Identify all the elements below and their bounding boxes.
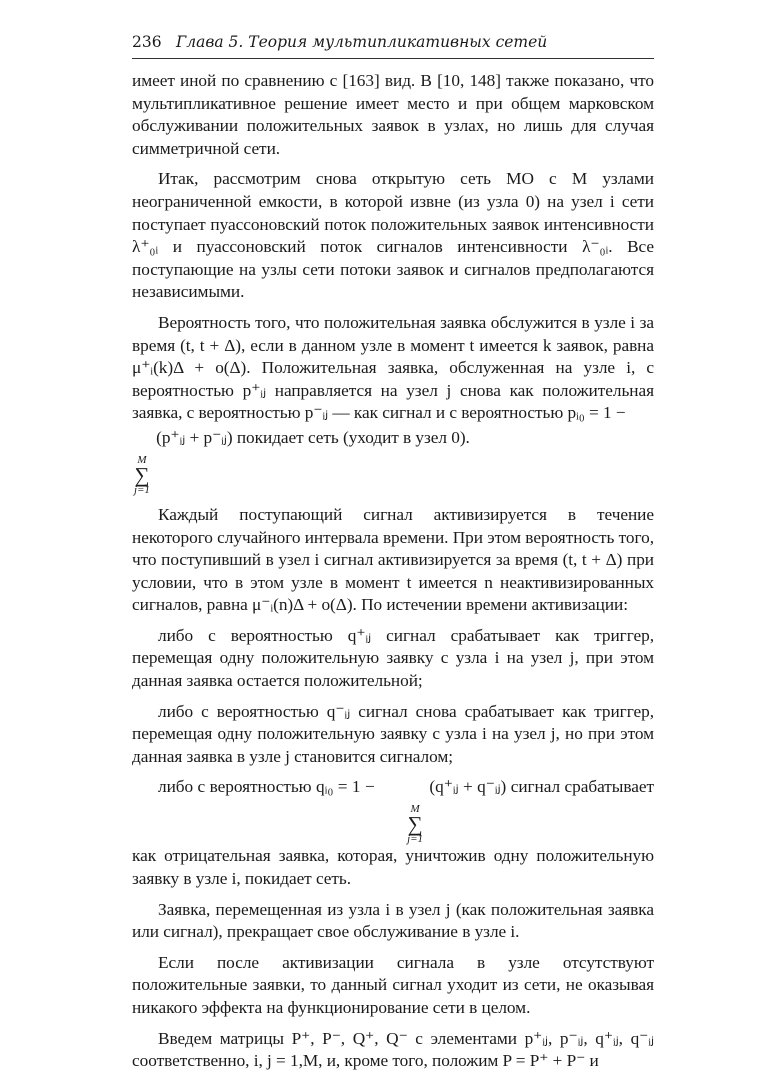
paragraph-7-lead: либо с вероятностью qᵢ₀ = 1 − bbox=[158, 777, 375, 797]
paragraph-9: Если после активизации сигнала в узле отсутствуют положительные заявки, то данный сигнал уходит из сети, не оказывая никакого эффекта на функционирование сети в целом. bbox=[132, 952, 654, 1017]
paragraph-8: Заявка, перемещенная из узла i в узел j (как положительная заявка или сигнал), прекращает свое обслуживание в узле i. bbox=[132, 899, 654, 942]
sum-upper-limit: M bbox=[137, 453, 147, 466]
sum-sign-2: ∑ bbox=[407, 812, 423, 837]
sum-upper-limit-2: M bbox=[410, 803, 420, 816]
sum-lower-limit: j=1 bbox=[134, 483, 150, 496]
paragraph-7 bbox=[132, 776, 654, 890]
page-number: 236 bbox=[132, 33, 162, 51]
paragraph-3-formula bbox=[132, 427, 654, 496]
paragraph-1: имеет иной по сравнению с [163] вид. В [10, 148] также показано, что мультипликативное решение имеет место и при общем марковском обслуживании положительных заявок в узлах, но лишь для случая симметричной сети. bbox=[132, 71, 654, 158]
paragraph-3 bbox=[132, 312, 654, 496]
sum-formula-2 bbox=[381, 804, 423, 845]
paragraph-6: либо с вероятностью q⁻ᵢⱼ сигнал снова срабатывает как триггер, перемещая одну положительную заявку с узла i на узел j, но при этом данная заявка в узле j становится сигналом; bbox=[132, 701, 654, 766]
running-header bbox=[132, 30, 654, 59]
sum-lower-limit-2: j=1 bbox=[407, 833, 423, 846]
paragraph-5: либо с вероятностью q⁺ᵢⱼ сигнал срабатывает как триггер, перемещая одну положительную заявку с узла i на узел j, при этом данная заявка остается положительной; bbox=[132, 625, 654, 691]
page-body bbox=[132, 70, 654, 1073]
paragraph-4: Каждый поступающий сигнал активизируется в течение некоторого случайного интервала времени. При этом вероятность того, что поступивший в узел i сигнал активизируется за время (t, t + Δ) при условии, что в этом узле в момент t имеется n неактивизированных сигналов, равна μ⁻ᵢ(n)Δ + o(Δ). По истечении времени активизации: bbox=[132, 504, 654, 615]
sum-sign: ∑ bbox=[134, 462, 150, 487]
running-title: Глава 5. Теория мультипликативных сетей bbox=[176, 33, 548, 51]
sum-formula bbox=[134, 455, 150, 496]
paragraph-10: Введем матрицы P⁺, P⁻, Q⁺, Q⁻ с элементами p⁺ᵢⱼ, p⁻ᵢⱼ, q⁺ᵢⱼ, q⁻ᵢⱼ соответственно, i, j = 1,M, и, кроме того, положим P = P⁺ + P⁻ и bbox=[132, 1028, 654, 1071]
paragraph-7-tail: (q⁺ᵢⱼ + q⁻ᵢⱼ) сигнал срабатывает как отрицательная заявка, которая, уничтожив одну положительную заявку в узле i, покидает сеть. bbox=[132, 777, 654, 889]
paragraph-2: Итак, рассмотрим снова открытую сеть МО с M узлами неограниченной емкости, в которой извне (из узла 0) на узел i сети поступает пуассоновский поток положительных заявок интенсивности λ⁺₀ᵢ и пуассоновский поток сигналов интенсивности λ⁻₀ᵢ. Все поступающие на узлы сети потоки заявок и сигналов предполагаются независимыми. bbox=[132, 169, 654, 302]
paragraph-3-tail: (p⁺ᵢⱼ + p⁻ᵢⱼ) покидает сеть (уходит в узел 0). bbox=[156, 427, 470, 447]
paragraph-3-text: Вероятность того, что положительная заявка обслужится в узле i за время (t, t + Δ), если в данном узле в момент t имеется k заявок, равна μ⁺ᵢ(k)Δ + o(Δ). Положительная заявка, обслуженная на узле i, с вероятностью p⁺ᵢⱼ направляется на узел j снова как положительная заявка, с вероятностью p⁻ᵢⱼ — как сигнал и с вероятностью pᵢ₀ = 1 − bbox=[132, 312, 654, 423]
